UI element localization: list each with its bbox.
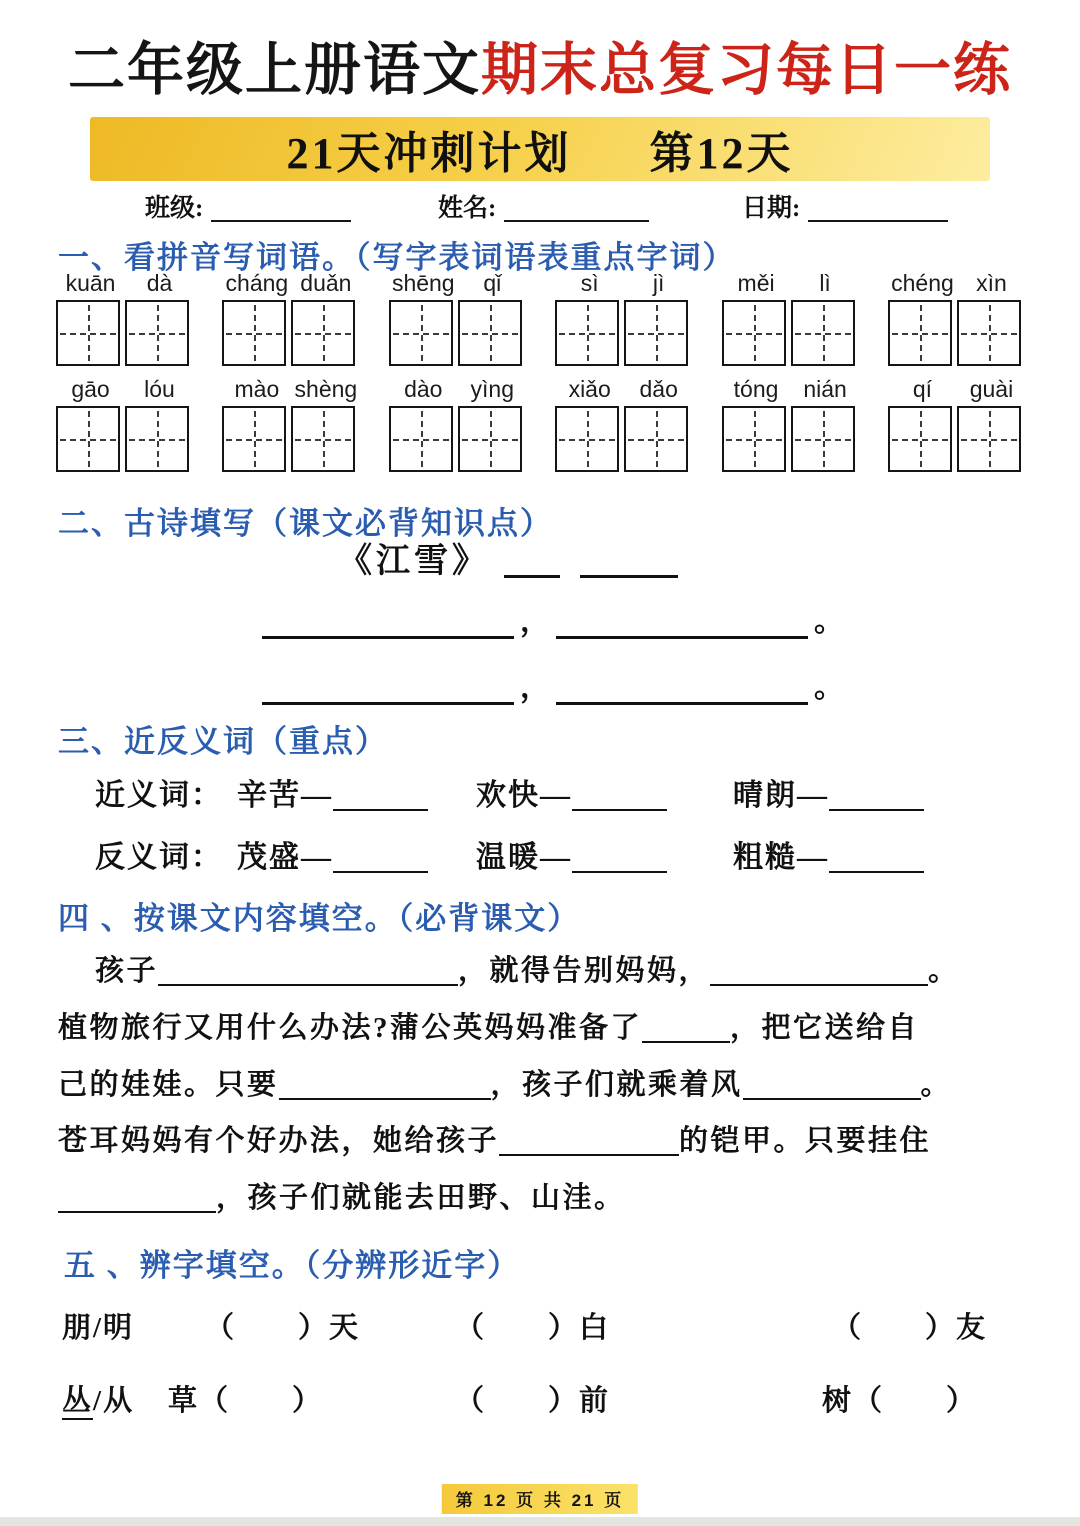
poem-blank xyxy=(262,636,514,639)
writing-cell xyxy=(555,406,619,472)
cloze-text: ，就得告别妈妈， xyxy=(458,955,711,987)
section-4-title: 四 、按课文内容填空。（必背课文） xyxy=(58,901,581,936)
writing-cell xyxy=(389,406,453,472)
pinyin-syllable: dǎo xyxy=(639,376,678,402)
writing-cell xyxy=(125,300,189,366)
pinyin-pair xyxy=(555,268,693,366)
pinyin-syllable: duǎn xyxy=(300,270,352,296)
answer-blank xyxy=(333,809,428,811)
page-bottom-edge xyxy=(0,1517,1080,1526)
cloze-blank xyxy=(642,1041,730,1043)
pinyin-syllable: dào xyxy=(404,376,443,402)
pinyin-syllable: guài xyxy=(969,376,1014,402)
pinyin-syllable: xiǎo xyxy=(568,376,611,402)
poem-line-1 xyxy=(262,596,844,640)
pinyin-syllable: shèng xyxy=(294,376,358,402)
writing-cell xyxy=(791,300,855,366)
section-1-title: 一、看拼音写词语。（写字表词语表重点字词） xyxy=(58,240,736,275)
pinyin-syllable: dà xyxy=(146,270,173,296)
plan-banner xyxy=(90,117,990,181)
pinyin-syllable: kuān xyxy=(65,270,116,296)
answer-blank xyxy=(829,809,924,811)
comma-mark: ， xyxy=(520,671,550,704)
cloze-blank xyxy=(499,1154,679,1156)
pinyin-grid-row-1 xyxy=(56,268,1026,366)
antonym-item xyxy=(476,841,667,874)
pinyin-syllable: mào xyxy=(234,376,280,402)
pinyin-syllable: cháng xyxy=(225,270,289,296)
pinyin-pair xyxy=(389,268,527,366)
writing-cell xyxy=(624,300,688,366)
writing-cell xyxy=(722,406,786,472)
cloze-blank xyxy=(58,1211,216,1213)
cloze-blank xyxy=(710,984,928,986)
synonyms-row xyxy=(95,770,924,814)
date-blank xyxy=(808,220,948,222)
writing-cell xyxy=(722,300,786,366)
poem-author-blank xyxy=(580,575,678,578)
section-5-title: 五 、辨字填空。（分辨形近字） xyxy=(64,1248,521,1283)
synonym-word: 欢快— xyxy=(476,779,572,812)
char-blank-item: （ ）白 xyxy=(455,1312,611,1344)
poem-title-blank xyxy=(504,575,560,578)
cloze-line-3 xyxy=(58,1062,1038,1103)
writing-cell xyxy=(291,406,355,472)
pinyin-syllable: lóu xyxy=(144,376,175,402)
synonym-item xyxy=(733,779,924,812)
pinyin-syllable: qǐ xyxy=(483,270,502,296)
writing-cell xyxy=(624,406,688,472)
title-grade-part: 二年级上册语文 xyxy=(68,39,481,102)
cloze-blank xyxy=(279,1098,491,1100)
pinyin-pair xyxy=(56,268,194,366)
pinyin-syllable: měi xyxy=(737,270,775,296)
poem-line-2 xyxy=(262,662,844,706)
discriminate-row-1 xyxy=(0,1305,1080,1349)
cloze-line-4 xyxy=(58,1118,1038,1159)
class-label: 班级: xyxy=(145,195,204,222)
poem-blank xyxy=(556,636,808,639)
name-blank xyxy=(504,220,649,222)
cloze-text: 。 xyxy=(920,1069,953,1101)
writing-cell xyxy=(222,300,286,366)
section-2-title: 二、古诗填写（课文必背知识点） xyxy=(58,506,553,541)
pinyin-pair xyxy=(56,374,194,472)
synonym-word: 辛苦— xyxy=(237,779,333,812)
cloze-text: ，孩子们就能去田野、山洼。 xyxy=(216,1182,626,1214)
writing-cell xyxy=(291,300,355,366)
writing-cell xyxy=(56,406,120,472)
writing-cell xyxy=(888,406,952,472)
cloze-text: ，把它送给自 xyxy=(730,1012,920,1044)
writing-cell xyxy=(125,406,189,472)
writing-cell xyxy=(555,300,619,366)
pinyin-pair xyxy=(222,374,360,472)
antonyms-row xyxy=(95,832,924,876)
name-field xyxy=(438,188,649,224)
name-label: 姓名: xyxy=(438,195,497,222)
banner-plan-text: 21天冲刺计划 xyxy=(286,129,572,178)
poem-title-line xyxy=(338,533,678,582)
title-review-part: 期末总复习每日一练 xyxy=(481,39,1012,102)
pinyin-pair xyxy=(722,374,860,472)
cloze-blank xyxy=(158,984,458,986)
writing-cell xyxy=(458,406,522,472)
discriminate-row-2 xyxy=(0,1378,1080,1422)
pinyin-syllable: nián xyxy=(803,376,847,402)
cloze-text: 植物旅行又用什么办法?蒲公英妈妈准备了 xyxy=(58,1012,643,1044)
cloze-text: 孩子 xyxy=(95,955,159,987)
page-number-badge: 第 12 页 共 21 页 xyxy=(442,1484,638,1514)
pinyin-pair xyxy=(722,268,860,366)
student-info-row xyxy=(0,188,1080,230)
pinyin-syllable: tóng xyxy=(733,376,779,402)
cloze-line-5 xyxy=(58,1175,1038,1216)
pinyin-syllable: lì xyxy=(819,270,831,296)
pinyin-pair xyxy=(222,268,360,366)
pinyin-syllable: jì xyxy=(652,270,665,296)
writing-cell xyxy=(957,406,1021,472)
answer-blank xyxy=(572,871,667,873)
answer-blank xyxy=(829,871,924,873)
poem-blank xyxy=(556,702,808,705)
writing-cell xyxy=(957,300,1021,366)
pinyin-syllable: gāo xyxy=(71,376,110,402)
char-stem xyxy=(62,1378,134,1419)
pinyin-pair xyxy=(555,374,693,472)
antonym-item xyxy=(237,841,428,874)
antonym-item xyxy=(733,841,924,874)
synonym-item xyxy=(237,779,428,812)
page-title xyxy=(0,24,1080,106)
pinyin-syllable: xìn xyxy=(976,270,1007,296)
char-stem: 朋/明 xyxy=(62,1312,135,1344)
answer-blank xyxy=(333,871,428,873)
class-field xyxy=(145,188,351,224)
section-3-title: 三、近反义词（重点） xyxy=(58,724,388,759)
pinyin-syllable: shēng xyxy=(391,270,455,296)
char-blank-item: 草（ ） xyxy=(168,1385,324,1417)
synonym-word: 晴朗— xyxy=(733,779,829,812)
synonym-item xyxy=(476,779,667,812)
antonym-word: 粗糙— xyxy=(733,841,829,874)
date-label: 日期: xyxy=(742,195,801,222)
period-mark: 。 xyxy=(814,605,844,638)
writing-cell xyxy=(389,300,453,366)
cloze-text: 。 xyxy=(928,955,960,987)
pinyin-pair xyxy=(888,374,1026,472)
underlined-char: 丛 xyxy=(62,1385,93,1420)
char-blank-item: （ ）天 xyxy=(205,1312,361,1344)
antonyms-label: 反义词： xyxy=(95,841,223,874)
banner-day-text: 第12天 xyxy=(649,129,794,178)
writing-cell xyxy=(888,300,952,366)
pinyin-syllable: qí xyxy=(912,376,933,402)
cloze-line-2 xyxy=(58,1005,1038,1046)
antonym-word: 茂盛— xyxy=(237,841,333,874)
char-blank-item: 树（ ） xyxy=(822,1385,978,1417)
poem-title-text: 《江雪》 xyxy=(338,543,490,580)
period-mark: 。 xyxy=(814,671,844,704)
cloze-text: ，孩子们就乘着风 xyxy=(490,1069,743,1101)
date-field xyxy=(742,188,948,224)
synonyms-label: 近义词： xyxy=(95,779,223,812)
pinyin-syllable: chéng xyxy=(891,270,954,296)
cloze-text: 的铠甲。只要挂住 xyxy=(679,1125,932,1157)
cloze-line-1 xyxy=(95,948,1075,989)
stem-rest: /从 xyxy=(93,1385,135,1417)
char-blank-item: （ ）友 xyxy=(832,1312,988,1344)
answer-blank xyxy=(572,809,667,811)
comma-mark: ， xyxy=(520,605,550,638)
pinyin-syllable: yìng xyxy=(470,376,515,402)
pinyin-grid-row-2 xyxy=(56,374,1026,472)
pinyin-syllable: sì xyxy=(580,270,599,296)
writing-cell xyxy=(458,300,522,366)
writing-cell xyxy=(222,406,286,472)
poem-blank xyxy=(262,702,514,705)
class-blank xyxy=(211,220,351,222)
pinyin-pair xyxy=(389,374,527,472)
cloze-blank xyxy=(743,1098,921,1100)
writing-cell xyxy=(791,406,855,472)
cloze-text: 苍耳妈妈有个好办法，她给孩子 xyxy=(58,1125,500,1157)
pinyin-pair xyxy=(888,268,1026,366)
antonym-word: 温暖— xyxy=(476,841,572,874)
writing-cell xyxy=(56,300,120,366)
char-blank-item: （ ）前 xyxy=(455,1385,611,1417)
cloze-text: 己的娃娃。只要 xyxy=(58,1069,279,1101)
